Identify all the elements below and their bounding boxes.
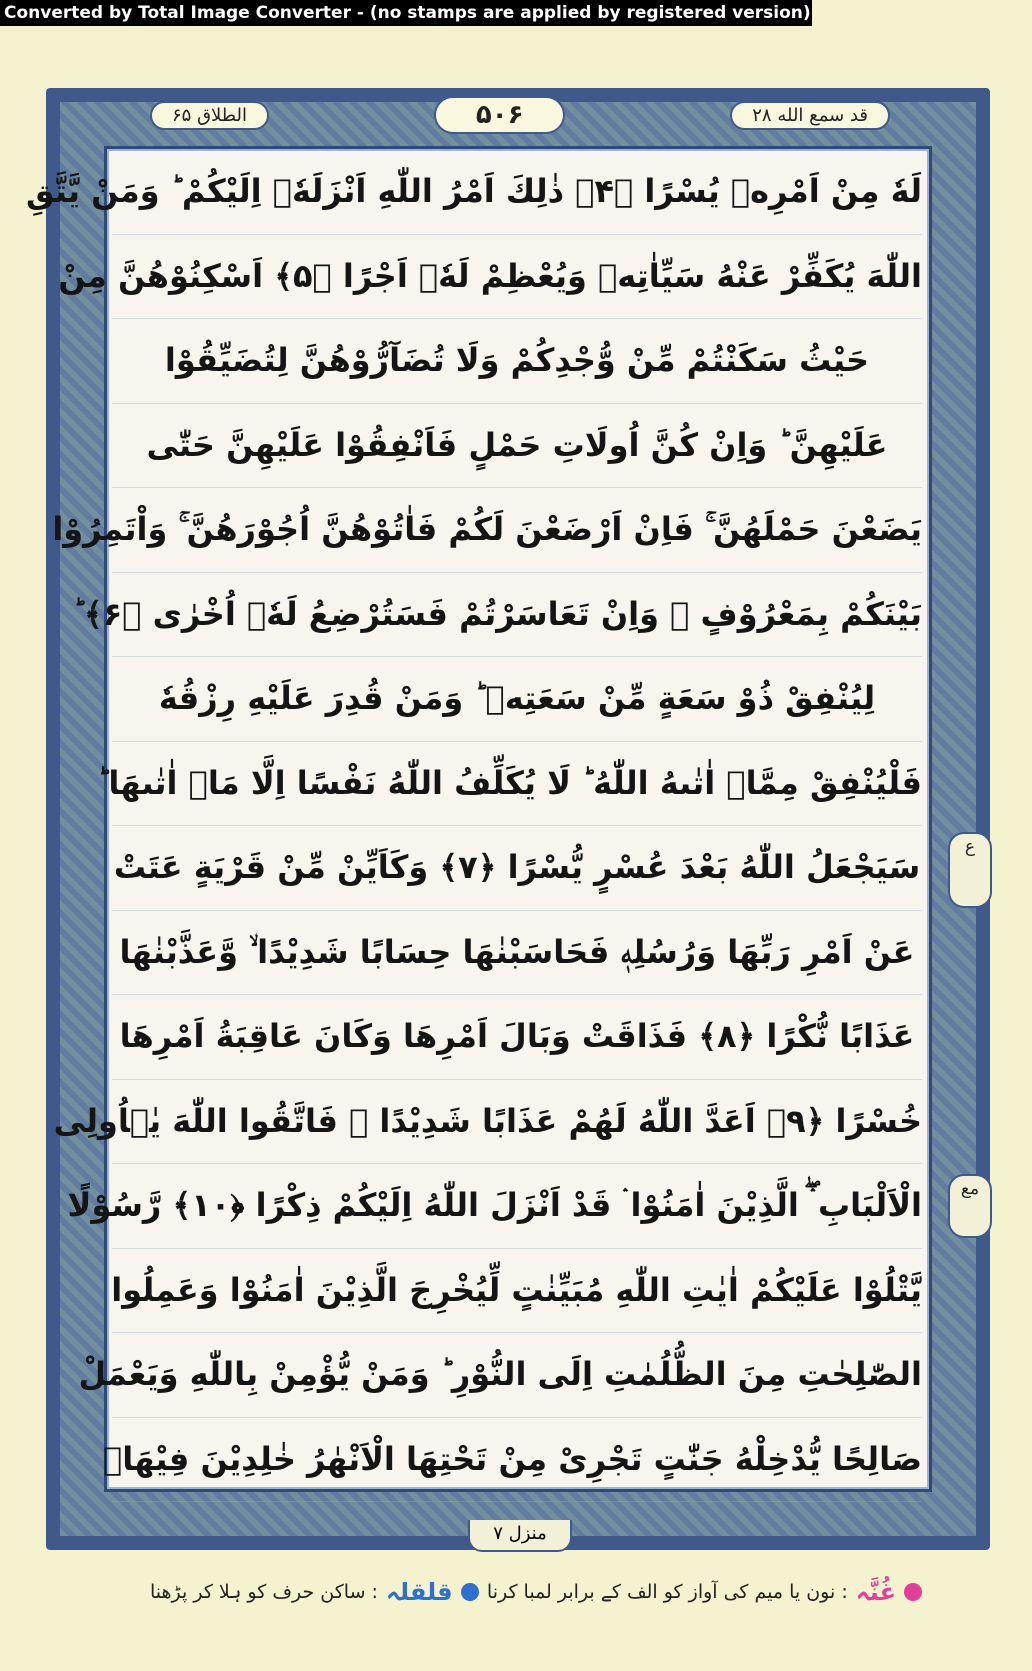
surah-caption: الطلاق ۶۵: [150, 101, 269, 130]
legend-qalqalah: [150, 1572, 479, 1612]
qalqalah-flower-icon: [461, 1583, 479, 1601]
text-line: حَيْثُ سَكَنْتُمْ مِّنْ وُّجْدِكُمْ وَلَا تُضَآرُّوْهُنَّ لِتُضَيِّقُوْا: [112, 319, 922, 404]
qalqalah-term: قلقلہ: [385, 1578, 453, 1606]
juz-caption: قد سمع الله ۲۸: [730, 101, 890, 130]
text-line: خُسْرًا ﴿۹﴾ اَعَدَّ اللّٰهُ لَهُمْ عَذَابًا شَدِيْدًا ۙ فَاتَّقُوا اللّٰهَ يٰۤاُولِى: [112, 1080, 922, 1165]
text-line: لِيُنْفِقْ ذُوْ سَعَةٍ مِّنْ سَعَتِهٖ ؕ وَمَنْ قُدِرَ عَلَيْهِ رِزْقُهٗ: [112, 657, 922, 742]
ghunnah-description: : نون یا میم کی آواز کو الف کے برابر لمبا کرنا: [486, 1581, 848, 1603]
text-line: سَيَجْعَلُ اللّٰهُ بَعْدَ عُسْرٍ يُّسْرًا ﴿۷﴾ وَكَاَيِّنْ مِّنْ قَرْيَةٍ عَتَتْ: [112, 826, 922, 911]
page-header: [150, 92, 890, 138]
manzil-tab: [468, 1520, 572, 1552]
text-line: عَنْ اَمْرِ رَبِّهَا وَرُسُلِهٖ فَحَاسَبْنٰهَا حِسَابًا شَدِيْدًا ۙ وَّعَذَّبْنٰهَا: [112, 911, 922, 996]
text-line: الْاَلْبَابِ ۛۖ الَّذِيْنَ اٰمَنُوْا ۛ قَدْ اَنْزَلَ اللّٰهُ اِلَيْكُمْ ذِكْرًا ﴿۱۰﴾ رَّسُوْلًا: [112, 1164, 922, 1249]
text-line: يَّتْلُوْا عَلَيْكُمْ اٰيٰتِ اللّٰهِ مُبَيِّنٰتٍ لِّيُخْرِجَ الَّذِيْنَ اٰمَنُوْا وَعَمِلُوا: [112, 1249, 922, 1334]
ghunnah-term: غُنَّہ: [855, 1578, 896, 1606]
ruku-mark-text: ع: [964, 837, 976, 857]
maqam-marker: [948, 1174, 992, 1238]
text-line: عَذَابًا نُّكْرًا ﴿۸﴾ فَذَاقَتْ وَبَالَ اَمْرِهَا وَكَانَ عَاقِبَةُ اَمْرِهَا: [112, 995, 922, 1080]
converter-banner: Converted by Total Image Converter - (no stamps are applied by registered version): [0, 0, 812, 26]
manzil-label: منزل ۷: [493, 1523, 547, 1544]
quran-text: [26, 150, 922, 1490]
legend-ghunnah: [487, 1572, 922, 1612]
text-line: اللّٰهَ يُكَفِّرْ عَنْهُ سَيِّاٰتِهٖ وَيُعْظِمْ لَهٗۤ اَجْرًا ﴿۵﴾ اَسْكِنُوْهُنَّ مِنْ: [112, 235, 922, 320]
text-line: بَيْنَكُمْ بِمَعْرُوْفٍ ۚ وَاِنْ تَعَاسَرْتُمْ فَسَتُرْضِعُ لَهٗۤ اُخْرٰى ﴿۶﴾ ؕ: [112, 573, 922, 658]
maqam-mark-text: مع: [960, 1179, 980, 1199]
text-line: صَالِحًا يُّدْخِلْهُ جَنّٰتٍ تَجْرِىْ مِنْ تَحْتِهَا الْاَنْهٰرُ خٰلِدِيْنَ فِيْهَاۤ: [112, 1418, 922, 1503]
text-line: فَلْيُنْفِقْ مِمَّاۤ اٰتٰىهُ اللّٰهُ ؕ لَا يُكَلِّفُ اللّٰهُ نَفْسًا اِلَّا مَاۤ اٰتٰىهَا ؕ: [112, 742, 922, 827]
text-line: لَهٗ مِنْ اَمْرِهٖ يُسْرًا ﴿۴﴾ ذٰلِكَ اَمْرُ اللّٰهِ اَنْزَلَهٗۤ اِلَيْكُمْ ؕ وَمَنْ يَّتَّقِ: [112, 150, 922, 235]
ghunnah-flower-icon: [904, 1583, 922, 1601]
text-line: يَضَعْنَ حَمْلَهُنَّ ۚ فَاِنْ اَرْضَعْنَ لَكُمْ فَاٰتُوْهُنَّ اُجُوْرَهُنَّ ۚ وَاْتَمِرُوْا: [112, 488, 922, 573]
text-line: عَلَيْهِنَّ ؕ وَاِنْ كُنَّ اُولَاتِ حَمْلٍ فَاَنْفِقُوْا عَلَيْهِنَّ حَتّٰى: [112, 404, 922, 489]
page-number: ۵۰۶: [434, 96, 566, 134]
text-line: الصّٰلِحٰتِ مِنَ الظُّلُمٰتِ اِلَى النُّوْرِ ؕ وَمَنْ يُّؤْمِنْ بِاللّٰهِ وَيَعْمَلْ: [112, 1333, 922, 1418]
qalqalah-description: : ساکن حرف کو ہلا کر پڑھنا: [150, 1581, 378, 1603]
ruku-marker: [948, 832, 992, 908]
